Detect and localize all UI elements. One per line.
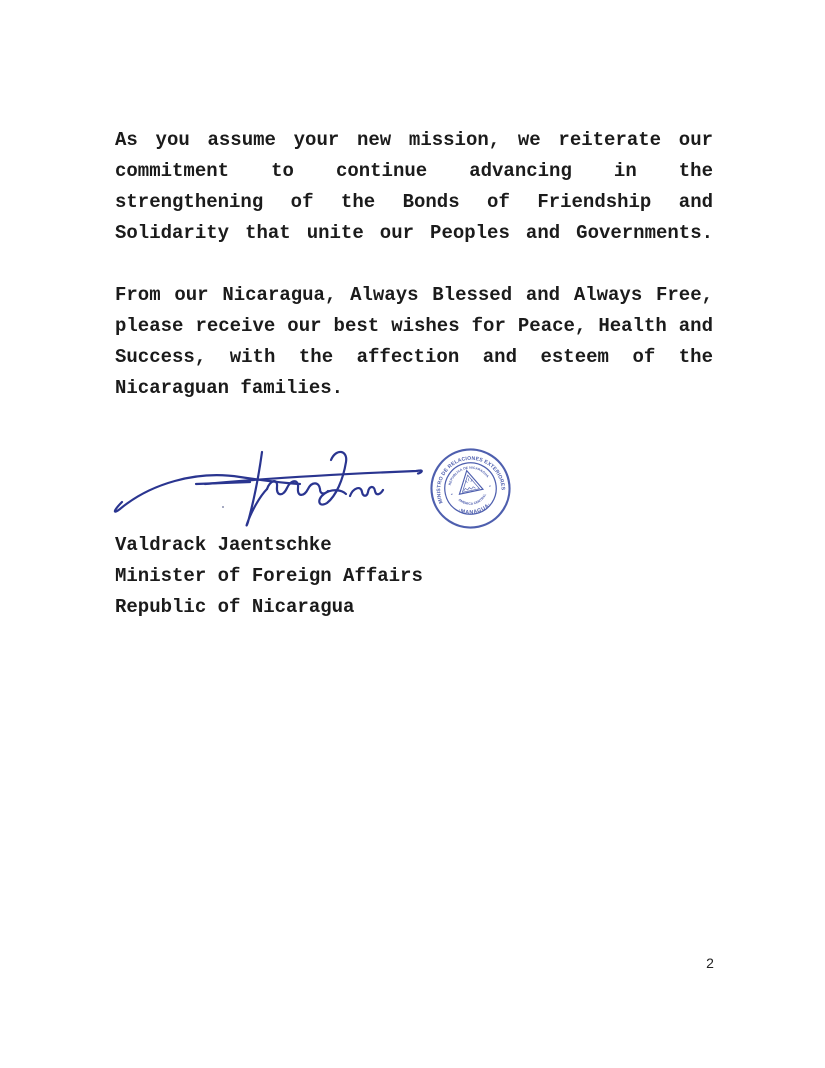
signature-stroke bbox=[267, 481, 328, 495]
signer-block bbox=[115, 530, 713, 623]
signer-title: Minister of Foreign Affairs bbox=[115, 565, 423, 587]
seal-side-ticks bbox=[451, 486, 491, 494]
seal-inner-top-text: REPUBLICA DE NICARAGUA bbox=[447, 465, 490, 486]
signer-name: Valdrack Jaentschke bbox=[115, 534, 332, 556]
letter-line: strengthening of the Bonds of Friendship and bbox=[115, 191, 713, 213]
paragraph bbox=[115, 280, 713, 404]
letter-line: please receive our best wishes for Peace, Health and bbox=[115, 315, 713, 337]
signature-stroke bbox=[350, 487, 383, 496]
pen-dot bbox=[222, 506, 224, 508]
signature-stroke bbox=[247, 452, 267, 525]
letter-line: Success, with the affection and esteem of the bbox=[115, 346, 713, 368]
letter-line: Solidarity that unite our Peoples and Governments. bbox=[115, 222, 713, 244]
signature-stroke bbox=[319, 452, 346, 505]
seal-ring-bottom-text: ·MANAGUA· bbox=[457, 501, 493, 516]
handwritten-signature bbox=[110, 428, 440, 533]
seal-inner-bottom-text: AMERICA CENTRAL bbox=[457, 492, 488, 506]
letter-line: commitment to continue advancing in the bbox=[115, 160, 713, 182]
seal-ring-top-text: MINISTRO DE RELACIONES EXTERIORES bbox=[436, 455, 506, 505]
letter-line: Nicaraguan families. bbox=[115, 377, 344, 399]
letter-line: From our Nicaragua, Always Blessed and Always Free, bbox=[115, 284, 713, 306]
letter-line: As you assume your new mission, we reiterate our bbox=[115, 129, 713, 151]
ministry-seal bbox=[429, 447, 512, 530]
page-number: 2 bbox=[706, 955, 714, 971]
paragraph bbox=[115, 125, 713, 249]
letter-body bbox=[115, 125, 713, 404]
signer-country: Republic of Nicaragua bbox=[115, 596, 355, 618]
